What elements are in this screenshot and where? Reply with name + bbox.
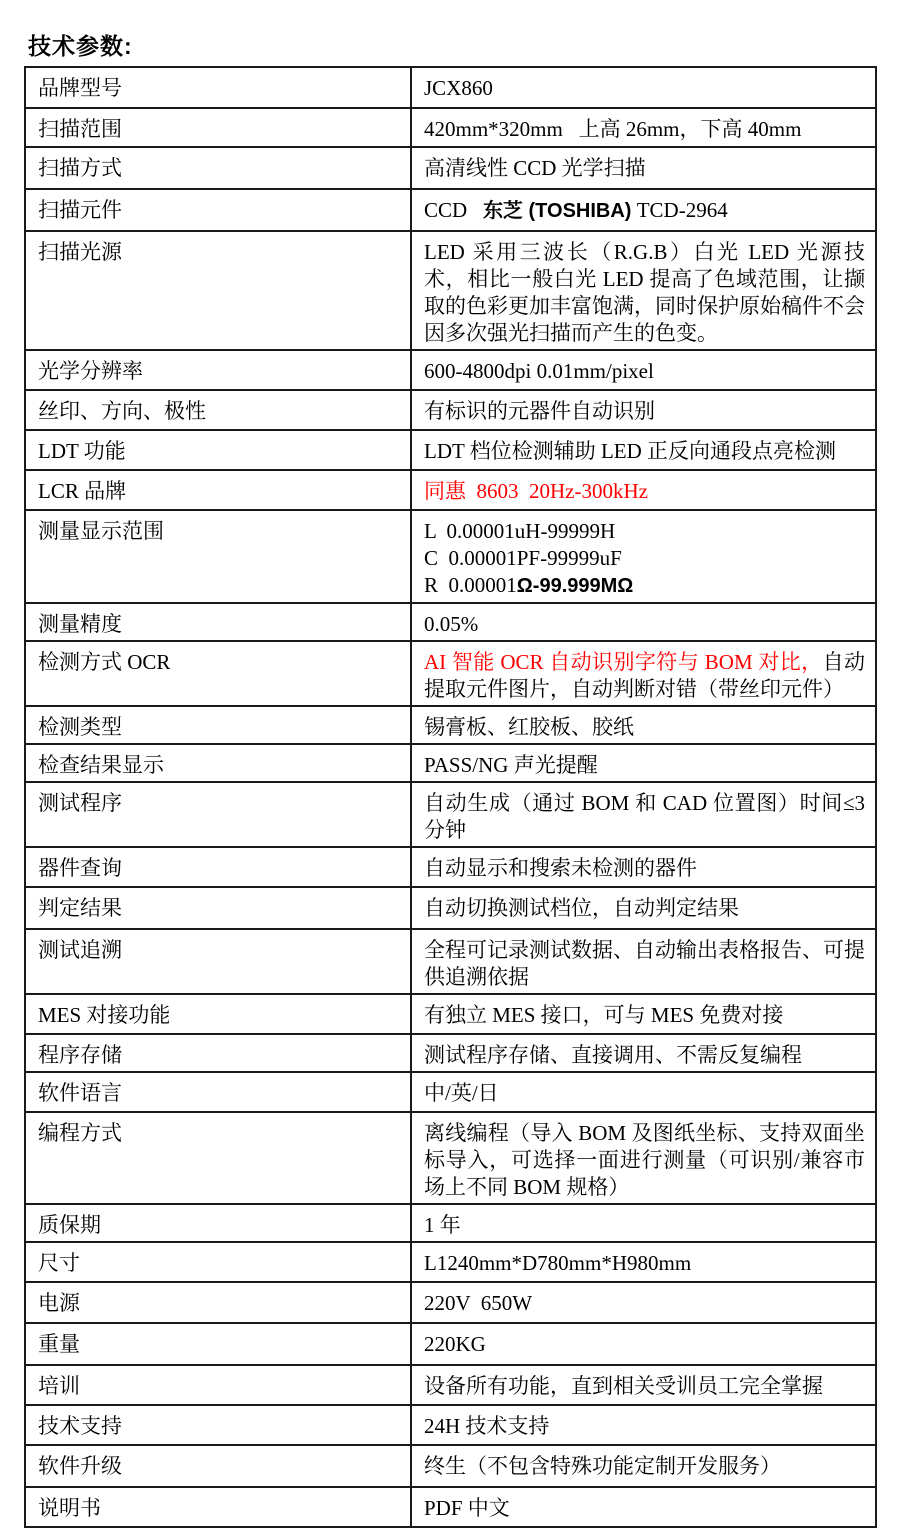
spec-row [26,391,875,431]
spec-label-cell [26,1073,412,1111]
spec-label-cell [26,848,412,886]
spec-value-cell [412,1073,875,1111]
value-segment: L1240mm*D780mm*H980mm [424,1251,692,1275]
spec-value-cell [412,1035,875,1071]
spec-label: 品牌型号 [38,76,122,100]
value-line [424,1212,865,1239]
spec-label: 检测方式 OCR [38,650,171,674]
spec-label: 检测类型 [38,715,122,739]
spec-row [26,1283,875,1324]
value-segment: 420mm*320mm 上高 26mm，下高 40mm [424,117,802,141]
spec-value-cell [412,1446,875,1486]
value-line [424,1373,865,1400]
spec-row [26,707,875,745]
spec-label: 尺寸 [38,1251,80,1275]
spec-value-cell [412,707,875,743]
spec-value-cell [412,1366,875,1404]
spec-label-cell [26,642,412,705]
spec-row [26,511,875,604]
spec-label: 软件升级 [38,1454,122,1478]
spec-value-cell [412,783,875,846]
spec-value-cell [412,1243,875,1281]
value-line [424,1080,865,1107]
spec-value-cell [412,1205,875,1241]
spec-label: LCR 品牌 [38,479,127,503]
spec-label: 判定结果 [38,896,122,920]
spec-label-cell [26,511,412,602]
spec-row [26,351,875,391]
value-line [424,116,865,143]
value-segment: C 0.00001PF-99999uF [424,546,622,570]
spec-row [26,68,875,109]
spec-label-cell [26,471,412,509]
value-segment: 220V 650W [424,1291,533,1315]
spec-label: 扫描方式 [38,156,122,180]
spec-label-cell [26,1243,412,1281]
spec-value-cell [412,848,875,886]
spec-label: 器件查询 [38,856,122,880]
value-segment: LED 采用三波长（R.G.B）白光 LED 光源技术，相比一般白光 LED 提高了色域范围，让撷取的色彩更加丰富饱满，同时保护原始稿件不会因多次强光扫描而产生的色变。 [424,240,865,345]
value-segment: 全程可记录测试数据、自动输出表格报告、可提供追溯依据 [424,938,865,989]
spec-row [26,1113,875,1205]
value-segment: Ω-99.999MΩ [516,575,634,597]
value-segment: 高清线性 CCD 光学扫描 [424,156,646,180]
spec-value-cell [412,68,875,107]
spec-value-cell [412,351,875,389]
value-line [424,438,865,465]
spec-row [26,148,875,190]
value-segment: 自动提取元件图片，自动判断对错（带丝印元件） [424,650,865,701]
spec-row [26,471,875,511]
spec-row [26,1406,875,1446]
spec-label: 重量 [38,1332,80,1356]
spec-label-cell [26,190,412,230]
spec-row [26,1205,875,1243]
spec-label: 测试追溯 [38,938,122,962]
spec-row [26,848,875,888]
value-segment: 220KG [424,1332,486,1356]
spec-label-cell [26,68,412,107]
value-segment: CCD [424,198,483,222]
spec-label: 测试程序 [38,791,122,815]
spec-value-cell [412,642,875,705]
spec-value-cell [412,148,875,188]
value-segment: 600-4800dpi 0.01mm/pixel [424,359,654,383]
spec-value-cell [412,888,875,928]
value-line [424,1120,865,1201]
spec-value-cell [412,431,875,469]
spec-label: MES 对接功能 [38,1003,171,1027]
value-segment: 同惠 8603 20Hz-300kHz [424,479,648,503]
spec-value-cell [412,995,875,1033]
value-segment: LDT 档位检测辅助 LED 正反向通段点亮检测 [424,439,837,463]
value-line [424,937,865,991]
spec-label-cell [26,1406,412,1444]
spec-table [24,66,877,1528]
spec-label-cell [26,431,412,469]
spec-label: 检查结果显示 [38,753,164,777]
value-line [424,1250,865,1277]
value-line [424,1453,865,1480]
value-line [424,75,865,102]
spec-label: 扫描光源 [38,240,122,264]
value-line [424,1495,865,1522]
value-segment: 1 年 [424,1213,461,1237]
spec-value-cell [412,511,875,602]
spec-label-cell [26,888,412,928]
value-segment: 0.05% [424,612,479,636]
spec-value-cell [412,745,875,781]
value-segment: 终生（不包含特殊功能定制开发服务） [424,1454,781,1478]
spec-row [26,888,875,930]
value-segment: 离线编程（导入 BOM 及图纸坐标、支持双面坐标导入，可选择一面进行测量（可识别/兼容市场上不同 BOM 规格） [424,1121,865,1199]
spec-label: 光学分辨率 [38,359,143,383]
value-segment: 自动显示和搜索未检测的器件 [424,856,697,880]
value-line [424,478,865,505]
spec-label: 软件语言 [38,1081,122,1105]
spec-row [26,109,875,148]
spec-label-cell [26,148,412,188]
value-segment: 设备所有功能，直到相关受训员工完全掌握 [424,1374,823,1398]
spec-label-cell [26,1035,412,1071]
spec-label-cell [26,1113,412,1203]
value-line [424,1413,865,1440]
spec-label-cell [26,707,412,743]
spec-value-cell [412,1406,875,1444]
value-segment: AI 智能 OCR 自动识别字符与 BOM 对比， [424,650,823,674]
spec-label: 电源 [38,1291,80,1315]
value-line [424,611,865,638]
value-segment: 中/英/日 [424,1081,499,1105]
spec-label-cell [26,745,412,781]
spec-row [26,1324,875,1366]
spec-row [26,1488,875,1526]
spec-label-cell [26,1324,412,1364]
value-line [424,1042,865,1069]
spec-label-cell [26,783,412,846]
value-segment: 自动生成（通过 BOM 和 CAD 位置图）时间≤3 分钟 [424,791,871,842]
spec-row [26,995,875,1035]
spec-label: 培训 [38,1374,80,1398]
spec-row [26,1035,875,1073]
spec-value-cell [412,391,875,429]
spec-label-cell [26,1446,412,1486]
value-line [424,398,865,425]
spec-label-cell [26,351,412,389]
spec-row [26,1366,875,1406]
value-line [424,855,865,882]
spec-row [26,642,875,707]
value-line [424,895,865,922]
spec-label: 编程方式 [38,1121,122,1145]
value-line [424,239,865,347]
spec-row [26,783,875,848]
value-line [424,358,865,385]
spec-label-cell [26,995,412,1033]
spec-label: 程序存储 [38,1043,122,1067]
spec-label-cell [26,109,412,146]
spec-label-cell [26,232,412,349]
spec-label-cell [26,1488,412,1526]
spec-row [26,190,875,232]
spec-label: 质保期 [38,1213,101,1237]
value-line [424,1290,865,1317]
value-line [424,714,865,741]
spec-label-cell [26,1205,412,1241]
spec-value-cell [412,471,875,509]
spec-value-cell [412,930,875,993]
spec-row [26,745,875,783]
spec-label: 测量显示范围 [38,519,164,543]
value-line [424,790,871,844]
spec-value-cell [412,1113,875,1203]
value-segment: 有独立 MES 接口，可与 MES 免费对接 [424,1003,784,1027]
value-segment: PDF 中文 [424,1496,510,1520]
value-segment: 东芝 (TOSHIBA) [482,200,632,222]
page-title: 技术参数: [28,33,133,59]
value-segment: 有标识的元器件自动识别 [424,399,655,423]
spec-row [26,1073,875,1113]
spec-label-cell [26,391,412,429]
spec-value-cell [412,1488,875,1526]
value-segment: 24H 技术支持 [424,1414,550,1438]
value-segment: 测试程序存储、直接调用、不需反复编程 [424,1043,802,1067]
value-segment: PASS/NG 声光提醒 [424,753,598,777]
value-segment: JCX860 [424,76,493,100]
spec-label-cell [26,930,412,993]
spec-value-cell [412,1283,875,1322]
value-line [424,649,865,703]
value-line [424,1002,865,1029]
spec-label: 技术支持 [38,1414,122,1438]
spec-value-cell [412,109,875,146]
value-line [424,155,865,182]
spec-row [26,232,875,351]
spec-label: 扫描元件 [38,198,122,222]
value-line [424,518,865,545]
spec-value-cell [412,190,875,230]
spec-row [26,604,875,642]
spec-label-cell [26,1366,412,1404]
value-segment: L 0.00001uH-99999H [424,519,616,543]
value-line [424,752,865,779]
spec-row [26,431,875,471]
value-line [424,572,865,600]
spec-value-cell [412,1324,875,1364]
spec-value-cell [412,232,875,349]
spec-label: 扫描范围 [38,117,122,141]
spec-value-cell [412,604,875,640]
spec-label: 说明书 [38,1496,101,1520]
spec-label: 测量精度 [38,612,122,636]
value-segment: 自动切换测试档位，自动判定结果 [424,896,739,920]
value-segment: TCD-2964 [631,198,728,222]
value-segment: R 0.00001 [424,573,517,597]
spec-label-cell [26,604,412,640]
spec-row [26,930,875,995]
value-line [424,545,865,572]
spec-label-cell [26,1283,412,1322]
spec-row [26,1243,875,1283]
value-line [424,197,865,225]
spec-label: LDT 功能 [38,439,126,463]
spec-label: 丝印、方向、极性 [38,399,206,423]
spec-row [26,1446,875,1488]
value-segment: 锡膏板、红胶板、胶纸 [424,715,634,739]
value-line [424,1331,865,1358]
